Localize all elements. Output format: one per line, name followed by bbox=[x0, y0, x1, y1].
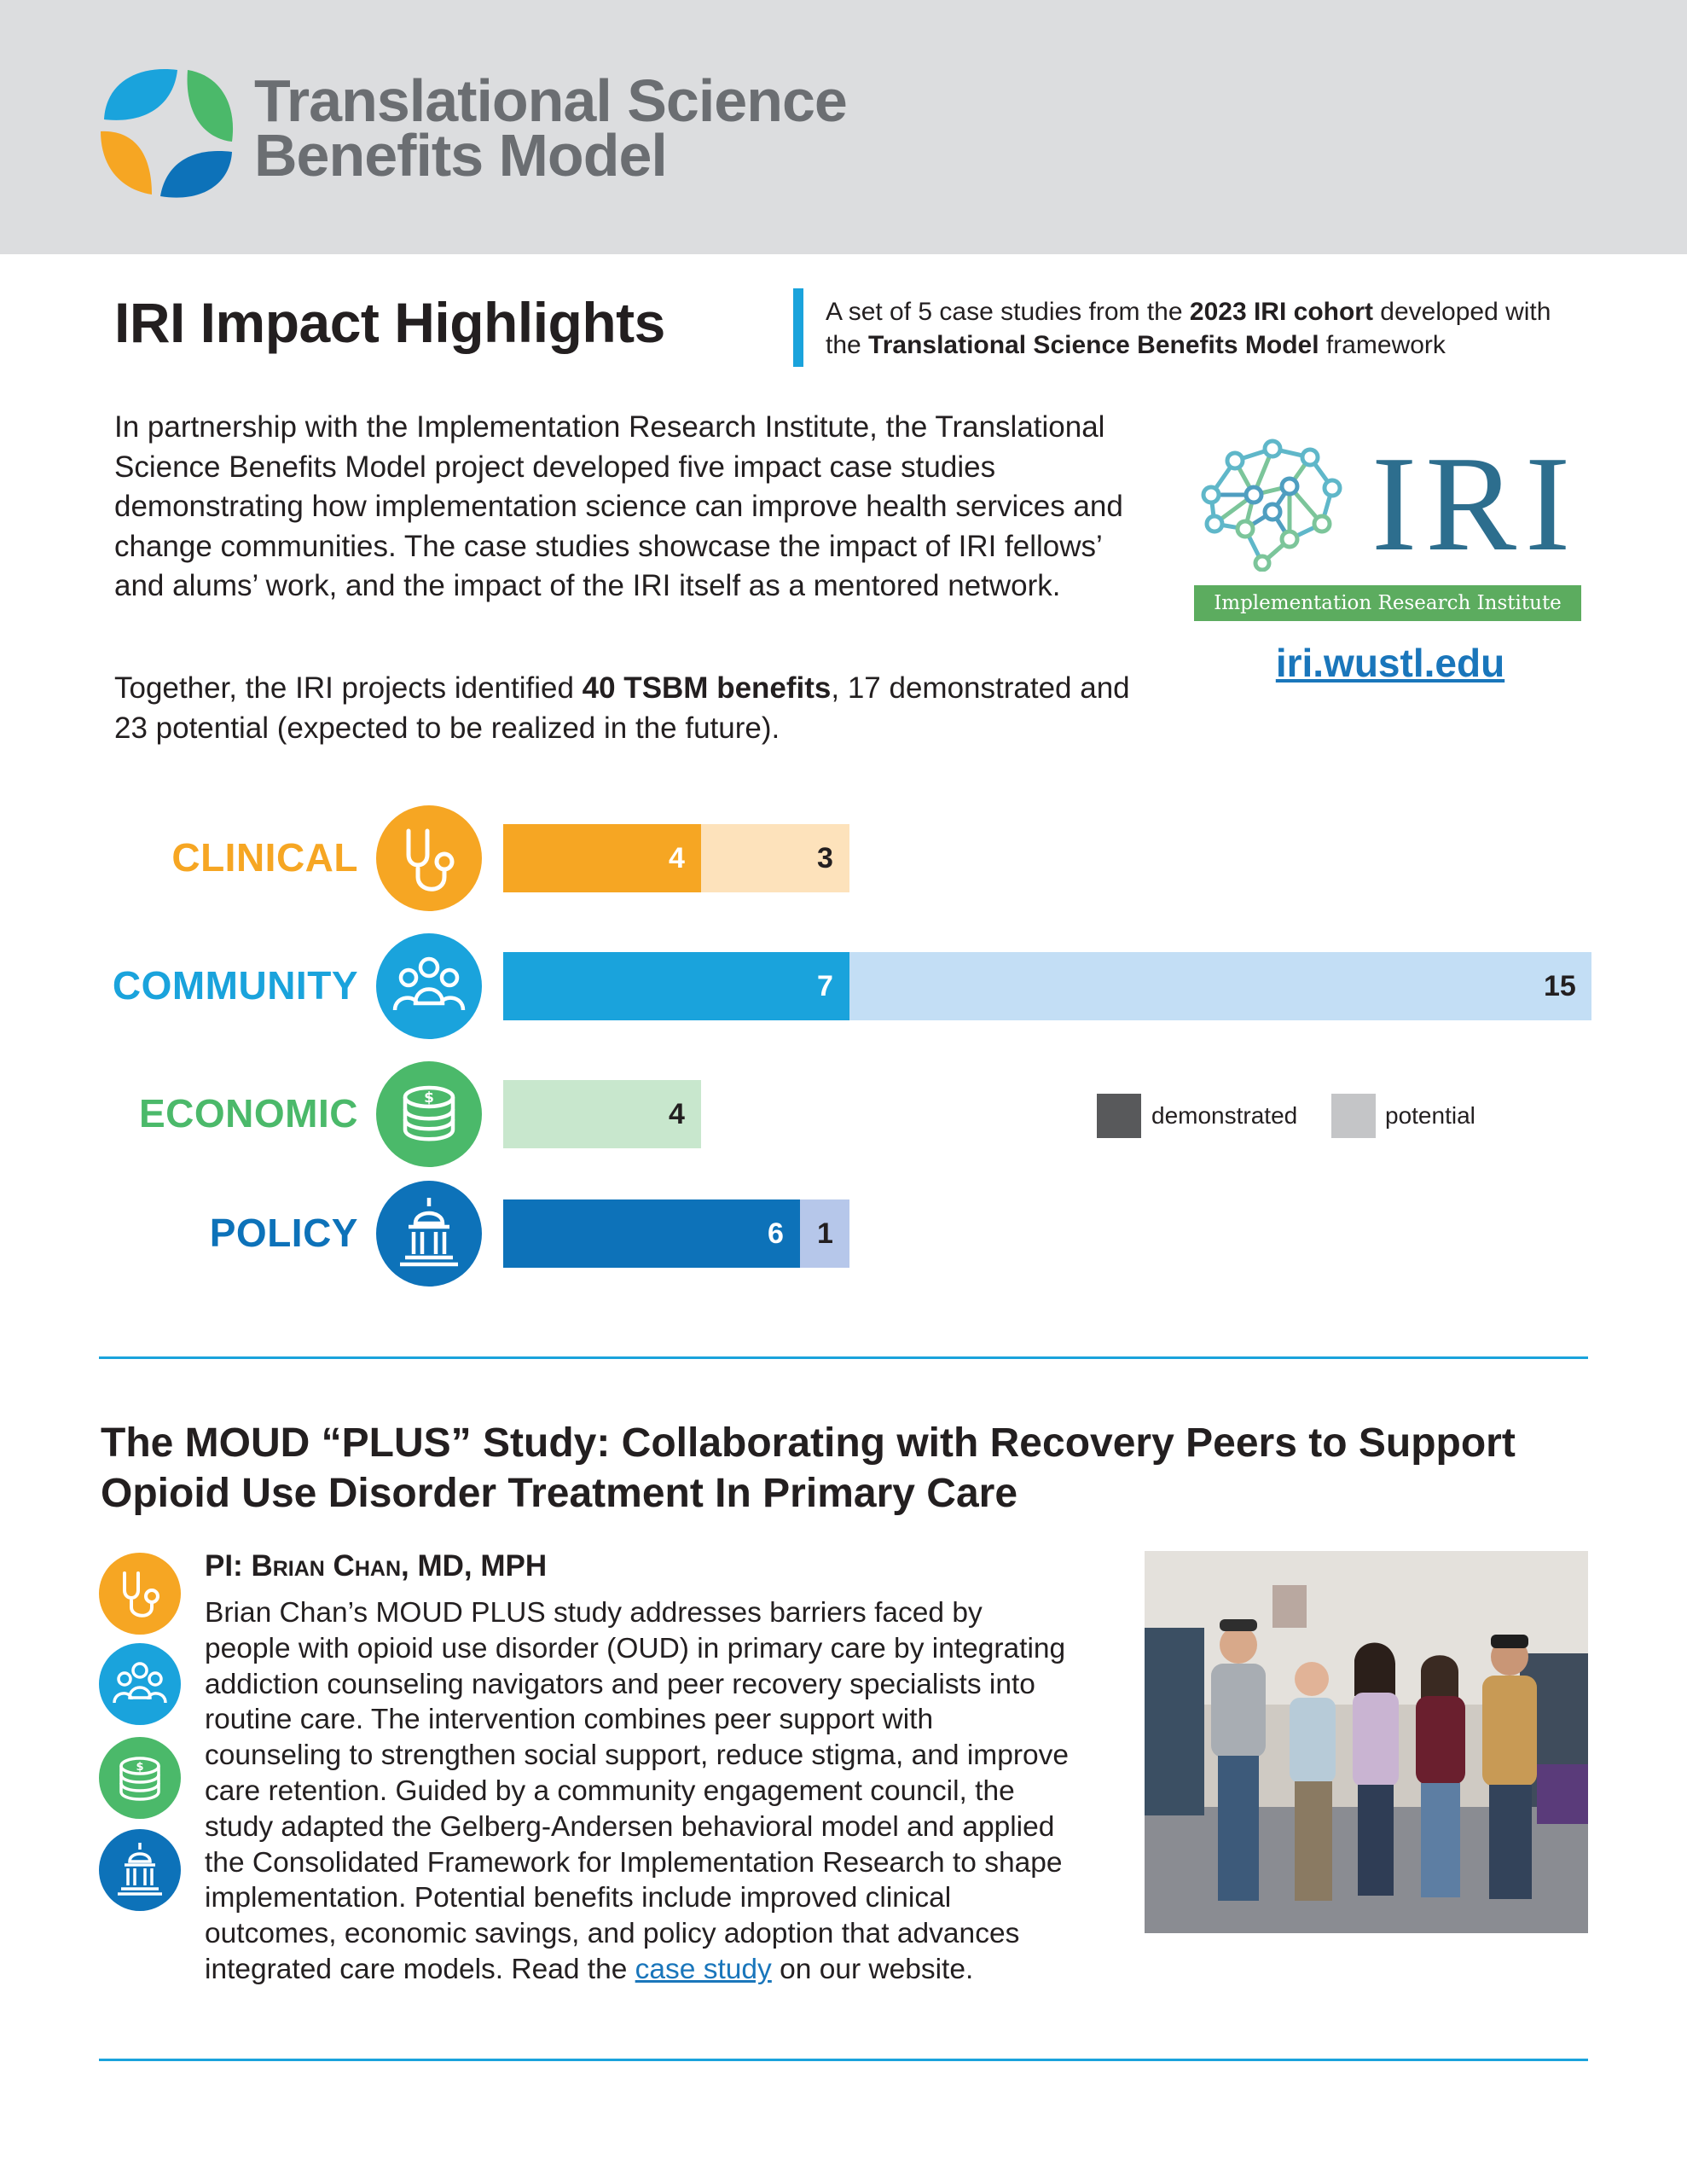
section-divider-top bbox=[99, 1356, 1588, 1359]
logo-line-2: Benefits Model bbox=[254, 122, 667, 189]
tsbm-logo-text bbox=[254, 67, 847, 189]
section-divider-bottom bbox=[99, 2059, 1588, 2061]
bar-label-clinical-potential: 3 bbox=[817, 842, 833, 874]
category-coins-icon bbox=[376, 1061, 482, 1167]
case-body-end: on our website. bbox=[771, 1953, 974, 1985]
tsbm-logo-icon bbox=[96, 60, 241, 205]
category-label-clinical: CLINICAL bbox=[171, 835, 358, 880]
case-study-body bbox=[205, 1595, 1075, 1988]
subtitle-accent-bar bbox=[793, 288, 803, 367]
category-label-economic: ECONOMIC bbox=[139, 1091, 358, 1136]
category-people-icon bbox=[376, 933, 482, 1039]
brain-network-icon bbox=[1194, 435, 1344, 572]
benefits-bar-chart bbox=[0, 793, 1687, 1305]
subtitle-part-2: developed with the bbox=[826, 298, 1551, 359]
team-photo-image bbox=[1145, 1551, 1588, 1933]
subtitle-part-3: framework bbox=[1319, 331, 1446, 359]
case-people-icon bbox=[99, 1643, 181, 1725]
subtitle-bold-1: 2023 IRI cohort bbox=[1189, 298, 1373, 326]
team-photo bbox=[1145, 1551, 1588, 1933]
iri-logo-banner: Implementation Research Institute bbox=[1194, 585, 1581, 621]
legend-label-demonstrated: demonstrated bbox=[1151, 1102, 1298, 1129]
category-capitol-icon bbox=[376, 1181, 482, 1287]
case-study-link[interactable]: case study bbox=[635, 1953, 772, 1985]
case-capitol-icon bbox=[99, 1829, 181, 1911]
iri-logo-letters: IRI bbox=[1371, 427, 1580, 579]
bar-policy-demonstrated bbox=[503, 1199, 800, 1268]
bar-community-potential bbox=[849, 952, 1591, 1020]
legend-swatch-demonstrated bbox=[1097, 1094, 1141, 1138]
totals-paragraph bbox=[114, 669, 1157, 748]
bar-label-community-potential: 15 bbox=[1544, 970, 1576, 1002]
category-label-community: COMMUNITY bbox=[112, 963, 358, 1008]
category-stethoscope-icon bbox=[376, 805, 482, 911]
header-band bbox=[0, 0, 1687, 254]
svg-text:$: $ bbox=[136, 1761, 144, 1774]
legend-swatch-potential bbox=[1331, 1094, 1376, 1138]
intro-paragraph: In partnership with the Implementation Research Institute, the Translational Science Benefits Model project developed five impact case studies demonstrating how implementation science can improve health services and change communities. The case studies showcase the impact of IRI fellows’ and alums’ work, and the impact of the IRI itself as a mentored network. bbox=[114, 410, 1123, 602]
iri-logo bbox=[1194, 427, 1583, 623]
totals-part-2: , 17 demonstrated and 23 potential (expected to be realized in the future). bbox=[114, 671, 1130, 745]
case-study-title: The MOUD “PLUS” Study: Collaborating with Recovery Peers to Support Opioid Use Disorder Treatment In Primary Care bbox=[101, 1420, 1516, 1516]
case-stethoscope-icon bbox=[99, 1553, 181, 1635]
bar-community-demonstrated bbox=[503, 952, 849, 1020]
bar-label-economic-potential: 4 bbox=[669, 1098, 685, 1130]
legend-label-potential: potential bbox=[1385, 1102, 1475, 1129]
category-label-policy: POLICY bbox=[209, 1211, 358, 1255]
bar-label-policy-potential: 1 bbox=[817, 1217, 833, 1250]
svg-text:$: $ bbox=[424, 1089, 434, 1107]
pi-suffix: , MD, MPH bbox=[401, 1549, 548, 1583]
bar-label-policy-demonstrated: 6 bbox=[768, 1217, 784, 1250]
logo-line-1: Translational Science bbox=[254, 67, 847, 134]
page-title: IRI Impact Highlights bbox=[114, 291, 665, 354]
totals-part-1: Together, the IRI projects identified bbox=[114, 671, 583, 705]
bar-label-community-demonstrated: 7 bbox=[817, 970, 833, 1002]
pi-name: Brian Chan bbox=[251, 1549, 401, 1583]
case-coins-icon bbox=[99, 1737, 181, 1819]
case-body-text: Brian Chan’s MOUD PLUS study addresses barriers faced by people with opioid use disorder (OUD) in primary care by integrating addiction counseling navigators and peer recovery specialists into routine care. The intervention combines peer support with counseling to strengthen social support, reduce stigma, and improve care retention. Guided by a community engagement council, the study adapted the Gelberg-Andersen behavioral model and applied the Consolidated Framework for Implementation Research to shape implementation. Potential benefits include improved clinical outcomes, economic savings, and policy adoption that advances integrated care models. Read the bbox=[205, 1597, 1070, 1985]
subtitle-bold-2: Translational Science Benefits Model bbox=[868, 331, 1319, 359]
pi-prefix: PI: bbox=[205, 1549, 252, 1583]
bar-label-clinical-demonstrated: 4 bbox=[669, 842, 685, 874]
subtitle bbox=[826, 295, 1593, 362]
principal-investigator bbox=[205, 1549, 547, 1583]
totals-bold: 40 TSBM benefits bbox=[582, 671, 832, 705]
iri-website-link[interactable]: iri.wustl.edu bbox=[1275, 641, 1505, 685]
subtitle-part-1: A set of 5 case studies from the bbox=[826, 298, 1190, 326]
